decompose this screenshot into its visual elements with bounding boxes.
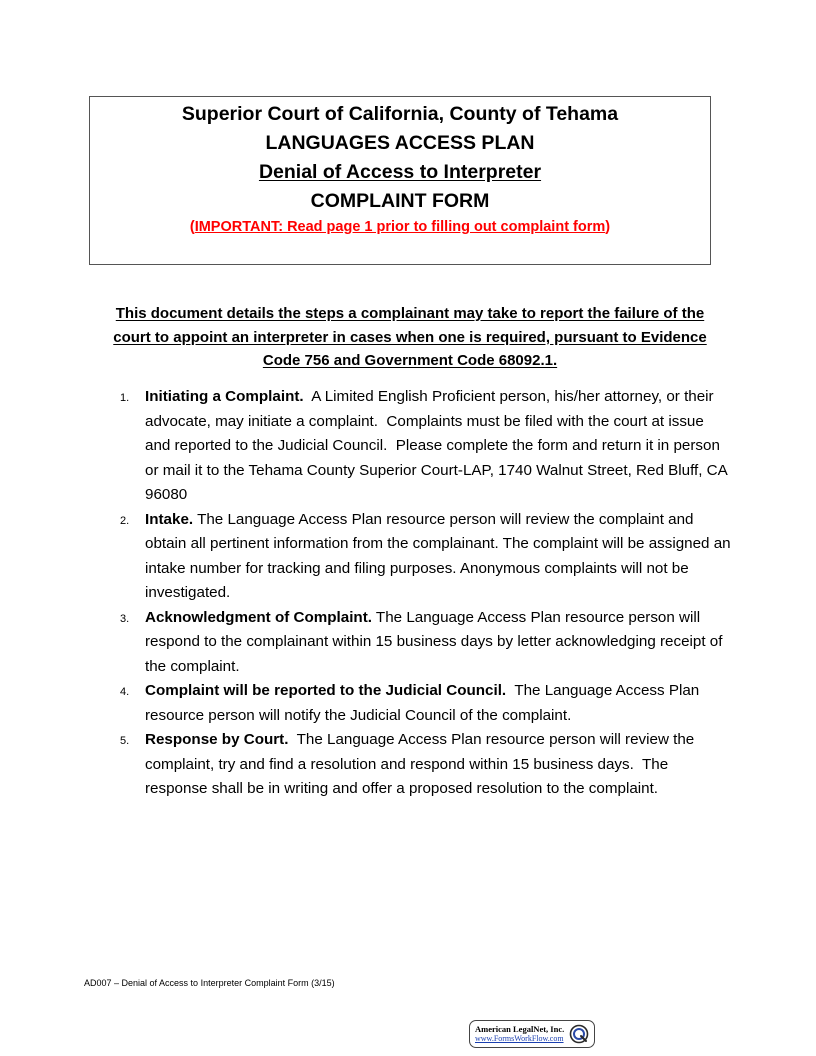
steps-list — [108, 385, 733, 802]
step-item — [108, 385, 733, 508]
step-item — [108, 508, 733, 606]
legalnet-logo-icon — [569, 1024, 589, 1044]
form-subject: Denial of Access to Interpreter — [258, 161, 542, 183]
court-name: Superior Court of California, County of Tehama — [181, 103, 619, 125]
logo-company-name: American LegalNet, Inc. — [475, 1024, 565, 1034]
plan-title: LANGUAGES ACCESS PLAN — [265, 132, 535, 154]
important-note-text: IMPORTANT: Read page 1 prior to filling out complaint form — [194, 219, 606, 235]
step-body: The Language Access Plan resource person will review the complaint and obtain all pertinent information from the complainant. The complaint will be assigned an intake number for tracking and filing purposes. Anonymous complaints will not be investigated. — [145, 510, 735, 601]
step-heading: Acknowledgment of Complaint. — [145, 608, 372, 626]
step-heading: Response by Court. — [145, 731, 289, 748]
logo-url-link[interactable]: www.FormsWorkFlow.com — [475, 1034, 564, 1043]
step-body: A Limited English Proficient person, his/her attorney, or their advocate, may initiate a complaint. Complaints must be filed with the court at issue and reported to the Judicial Council. Please complete the form and return it in person or mail it to the Tehama County Superior Court-LAP, 1740 Walnut Street, Red Bluff, CA 96080 — [145, 388, 732, 503]
legalnet-logo[interactable] — [469, 1020, 595, 1048]
step-body: The Language Access Plan resource person will review the complaint, try and find a resolution and respond within 15 business days. The response shall be in writing and offer a proposed resolution to the complaint. — [145, 731, 699, 797]
step-heading: Complaint will be reported to the Judicial Council. — [145, 682, 507, 699]
step-number: 5. — [120, 735, 130, 747]
step-body: The Language Access Plan resource person will respond to the complainant within 15 business days by letter acknowledging receipt of the complaint. — [145, 608, 727, 675]
step-heading: Initiating a Complaint. — [145, 388, 304, 405]
step-body: The Language Access Plan resource person will notify the Judicial Council of the complaint. — [145, 682, 704, 724]
intro-paragraph: This document details the steps a complainant may take to report the failure of the court to appoint an interpreter in cases when one is required, pursuant to Evidence Code 756 and Government Code 68092.1. — [113, 305, 707, 369]
step-number: 4. — [120, 686, 130, 698]
step-heading: Intake. — [145, 510, 194, 528]
step-number: 1. — [120, 392, 130, 404]
form-footer: AD007 – Denial of Access to Interpreter Complaint Form (3/15) — [84, 978, 335, 988]
step-number: 3. — [120, 612, 130, 625]
step-item — [108, 728, 733, 802]
important-note: (IMPORTANT: Read page 1 prior to filling out complaint form) — [189, 219, 611, 235]
step-item — [108, 606, 733, 680]
step-item — [108, 679, 733, 728]
title-box — [89, 96, 711, 265]
step-number: 2. — [120, 514, 130, 527]
form-title: COMPLAINT FORM — [310, 190, 490, 212]
